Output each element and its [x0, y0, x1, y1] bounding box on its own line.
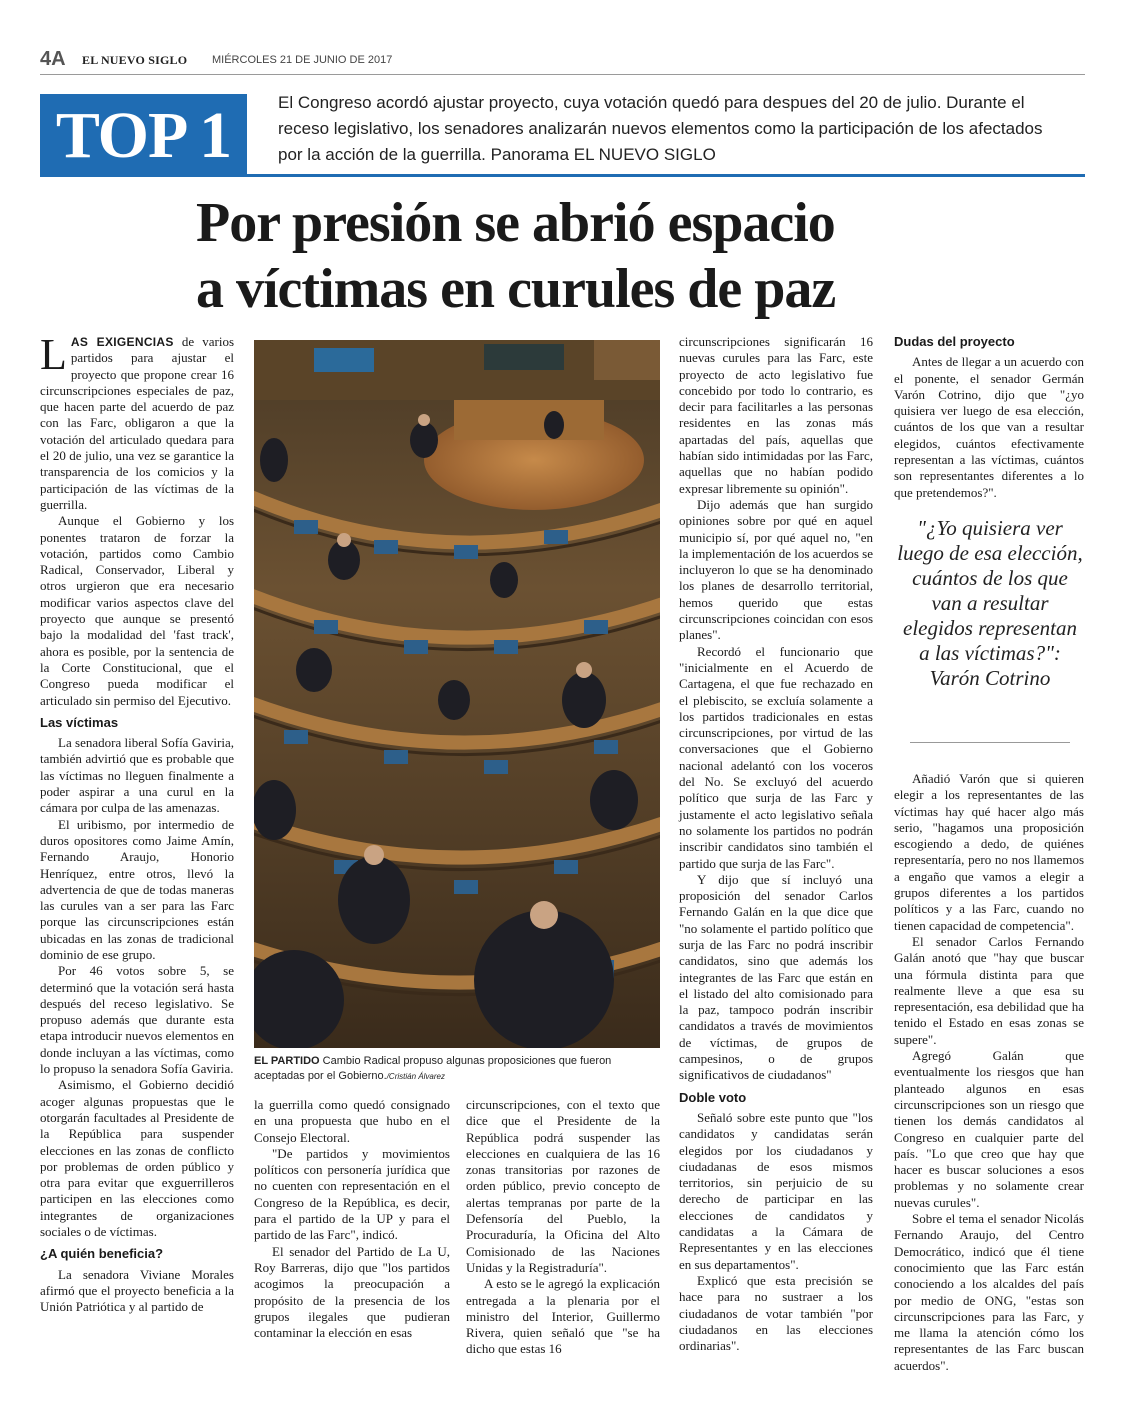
paragraph: Recordó el funcionario que "inicialmente en el Acuerdo de Cartagena, el que fue rechazado en el plebiscito, se excluía solamente a los partidos tradicionales en estas circunscripciones, por virtud de las conversaciones que el Gobierno nacional adelantó con los voceros del No. Se excluyó del acuerdo político que surja de las Farc y justamente el acto legislativo señala no solamente los partidos no podrán inscribir candidatos sino también el partido que surja de las Farc".	[679, 643, 873, 871]
paragraph: Asimismo, el Gobierno decidió acoger algunas propuestas que le otorgarán facultades al Presidente de la República para suspender elecciones en las zonas de conflicto por problemas de orden público y otra para evitar que exguerrilleros participen en las elecciones como integrantes de organizaciones sociales o de víctimas.	[40, 1077, 234, 1240]
article-column-3	[466, 1097, 660, 1358]
issue-date: MIÉRCOLES 21 DE JUNIO DE 2017	[212, 54, 393, 66]
pull-quote: "¿Yo quisiera ver luego de esa elección, cuántos de los que van a resultar elegidos representan a las víctimas?": Varón Cotrino	[897, 516, 1083, 690]
article-column-5-continued	[894, 771, 1084, 1374]
headline-line-1: Por presión se abrió espacio	[196, 192, 835, 254]
paragraph: El uribismo, por intermedio de duros opositores como Jaime Amín, Fernando Araujo, Honorio Henríquez, entre otros, llevó la advertencia de que de todas maneras las curules van a ser para las Farc porque las circunscripciones están ubicadas en las zonas de tradicional dominio de ese grupo.	[40, 816, 234, 962]
photo-credit: /Cristián Álvarez	[386, 1072, 445, 1081]
paragraph: Agregó Galán que eventualmente los riesgos que han planteado algunos en esas circunscripciones son un riesgo que tienen los demás candidatos al Congreso en cualquier parte del país. "Lo que creo que hay que hacer es buscar soluciones a esos problemas y no solamente crear nuevas curules".	[894, 1048, 1084, 1210]
paragraph: Y dijo que sí incluyó una proposición del senador Carlos Fernando Galán en la que dice que "no solamente el partido político que surja de las Farc no podrá inscribir candidatos, sino que además los integrantes de las Farc que están en el listado del alto comisionado para la paz, tampoco podrán inscribir candidatos a través de movimientos de víctimas, de grupos de campesinos, o de grupos significativos de ciudadanos"	[679, 871, 873, 1083]
paragraph: Aunque el Gobierno y los ponentes trataron de forzar la votación, partidos como Cambio Radical, Conservador, Liberal y otros urgieron que era necesario modificar varios aspectos clave del proyecto que aunque se presentó bajo la modalidad del 'fast track', ahora es posible, por la sentencia de la Corte Constitucional, que el Congreso pueda modificar el articulado sin permiso del Ejecutivo.	[40, 513, 234, 708]
headline-line-2: a víctimas en curules de paz	[196, 258, 836, 320]
drop-cap: L	[40, 330, 67, 379]
subheading: Doble voto	[679, 1089, 747, 1105]
top-badge: TOP 1	[40, 94, 247, 177]
paragraph: Añadió Varón que si quieren elegir a los representantes de las víctimas hay qué hacer algo más serio, "hagamos una proposición escogiendo a dedo, de quiénes representaría, pero no nos llamemos a engaño que vamos a elegir a grupos diferentes a los partidos políticos y a las Farc, cuando no tienen capacidad de competencia".	[894, 771, 1084, 933]
subheading: Dudas del proyecto	[894, 334, 1015, 349]
headline	[196, 190, 1086, 322]
top-rule	[247, 174, 1085, 177]
paragraph: Explicó que esta precisión se hace para no sustraer a los ciudadanos de votar también "por ciudadanos en las elecciones ordinarias".	[679, 1272, 873, 1354]
paragraph: Dijo además que han surgido opiniones sobre por qué en aquel municipio sí, por qué aquel no, "en la implementación de los acuerdos se incluyeron lo que se ha denominado los planes de desarrollo territorial, hemos querido que estas circunscripciones coincidan con esos planes".	[679, 496, 873, 643]
article-column-1	[40, 330, 235, 1316]
paragraph: La senadora Viviane Morales afirmó que el proyecto beneficia a la Unión Patriótica y al partido de	[40, 1266, 234, 1315]
lead-words: AS EXIGENCIAS	[70, 335, 174, 349]
paragraph: Antes de llegar a un acuerdo con el ponente, el senador Germán Varón Cotrino, dijo que "¿yo quisiera ver luego de esa elección, cuántos de los que van a resultar elegidos, cuántos efectivamente representan a las víctimas, cuántos son representantes diferentes a lo que pretendemos?".	[894, 354, 1084, 500]
caption-label: EL PARTIDO	[254, 1055, 320, 1067]
article-column-2	[254, 1097, 450, 1341]
paragraph	[40, 330, 235, 513]
paragraph: la guerrilla como quedó consignado en una propuesta que hubo en el Consejo Electoral.	[254, 1097, 450, 1145]
newspaper-name: EL NUEVO SIGLO	[82, 53, 188, 67]
paragraph: A esto se le agregó la explicación entregada a la plenaria por el ministro del Interior, Guillermo Rivera, quien señaló que "se ha dicho que estas 16	[466, 1276, 660, 1357]
page-number: 4A	[40, 48, 66, 70]
paragraph: La senadora liberal Sofía Gaviria, también advirtió que es probable que las víctimas no lleguen finalmente a poder aspirar a una curul en la cámara por culpa de las amenazas.	[40, 735, 234, 816]
paragraph: circunscripciones, con el texto que dice que el Presidente de la República podrá suspender las elecciones en cualquiera de las 16 zonas transitorias por razones de orden público, previo concepto de alertas tempranas por parte de la Defensoría del Pueblo, la Procuraduría, la Oficina del Alto Comisionado de las Naciones Unidas y la Registraduría".	[466, 1097, 660, 1275]
paragraph: Sobre el tema el senador Nicolás Fernando Araujo, del Centro Democrático, indicó que él tiene conocimiento que las Farc están conociendo a los alcaldes del país por medio de ONG, "estas son circunscripciones para las Farc, y me llama la atención cómo los representantes de las Farc buscan acuerdos".	[894, 1211, 1084, 1373]
subheading: ¿A quién beneficia?	[40, 1246, 164, 1262]
page-folio	[40, 48, 1085, 75]
photo-caption	[254, 1054, 660, 1084]
paragraph: El senador Carlos Fernando Galán anotó que "hay que buscar una fórmula distinta para que realmente lleve a que esa su representación, esa debilidad que ha tenido el Estado en esas zonas se supere".	[894, 933, 1084, 1047]
congress-photo	[254, 340, 660, 1048]
paragraph: Por 46 votos sobre 5, se determinó que la votación será hasta después del receso legislativo. Se propuso además que durante esta etapa introducir nuevos elementos en donde incluyan a las víctimas, como lo propuso la senadora Sofía Gaviria.	[40, 963, 234, 1077]
article-column-4	[679, 334, 873, 1354]
paragraph: Señaló sobre este punto que "los candidatos y candidatas serán elegidos por los ciudadanos y ciudadanas de esos mismos territorios, sin perjuicio de su derecho de participar en las elecciones de candidatos y candidatas a la Cámara de Representantes y en las elecciones en sus departamentos".	[679, 1109, 873, 1272]
subheading: Las víctimas	[40, 714, 119, 730]
paragraph-text: de varios partidos para ajustar el proyecto que propone crear 16 circunscripciones especiales de paz, que hacen parte del acuerdo de paz con las Farc, obligaron a que la votación del articulado quedara para el 20 de julio, una vez se garantice la transparencia de los comicios y la participación de las víctimas de la guerrilla.	[40, 334, 235, 512]
pull-quote-rule	[910, 742, 1070, 743]
caption-text: Cambio Radical propuso algunas proposiciones que fueron aceptadas por el Gobierno.	[254, 1055, 612, 1082]
article-summary: El Congreso acordó ajustar proyecto, cuya votación quedó para despues del 20 de julio. Durante el receso legislativo, los senadores analizarán nuevos elementos como la participación de los afectados por la acción de la guerrilla. Panorama EL NUEVO SIGLO	[278, 93, 1043, 164]
paragraph: "De partidos y movimientos políticos con personería jurídica que no cuenten con representación en el Congreso de la República, es decir, para el partido de la UP y para el partido de las Farc", indicó.	[254, 1145, 450, 1243]
paragraph: circunscripciones significarán 16 nuevas curules para las Farc, este proyecto de acto legislativo fue concebido por todo lo contrario, es decir para facilitarles a las personas residentes en las zonas más apartadas del país, aquellas que habían sido intimidadas por las Farc, aquellas que no habían podido expresar libremente su opinión".	[679, 334, 873, 496]
article-column-5	[894, 334, 1084, 501]
paragraph: El senador del Partido de La U, Roy Barreras, dijo que "los partidos acogimos la preocupación a propósito de la presencia de los grupos ilegales que pudieran contaminar la elección en esas	[254, 1243, 450, 1341]
